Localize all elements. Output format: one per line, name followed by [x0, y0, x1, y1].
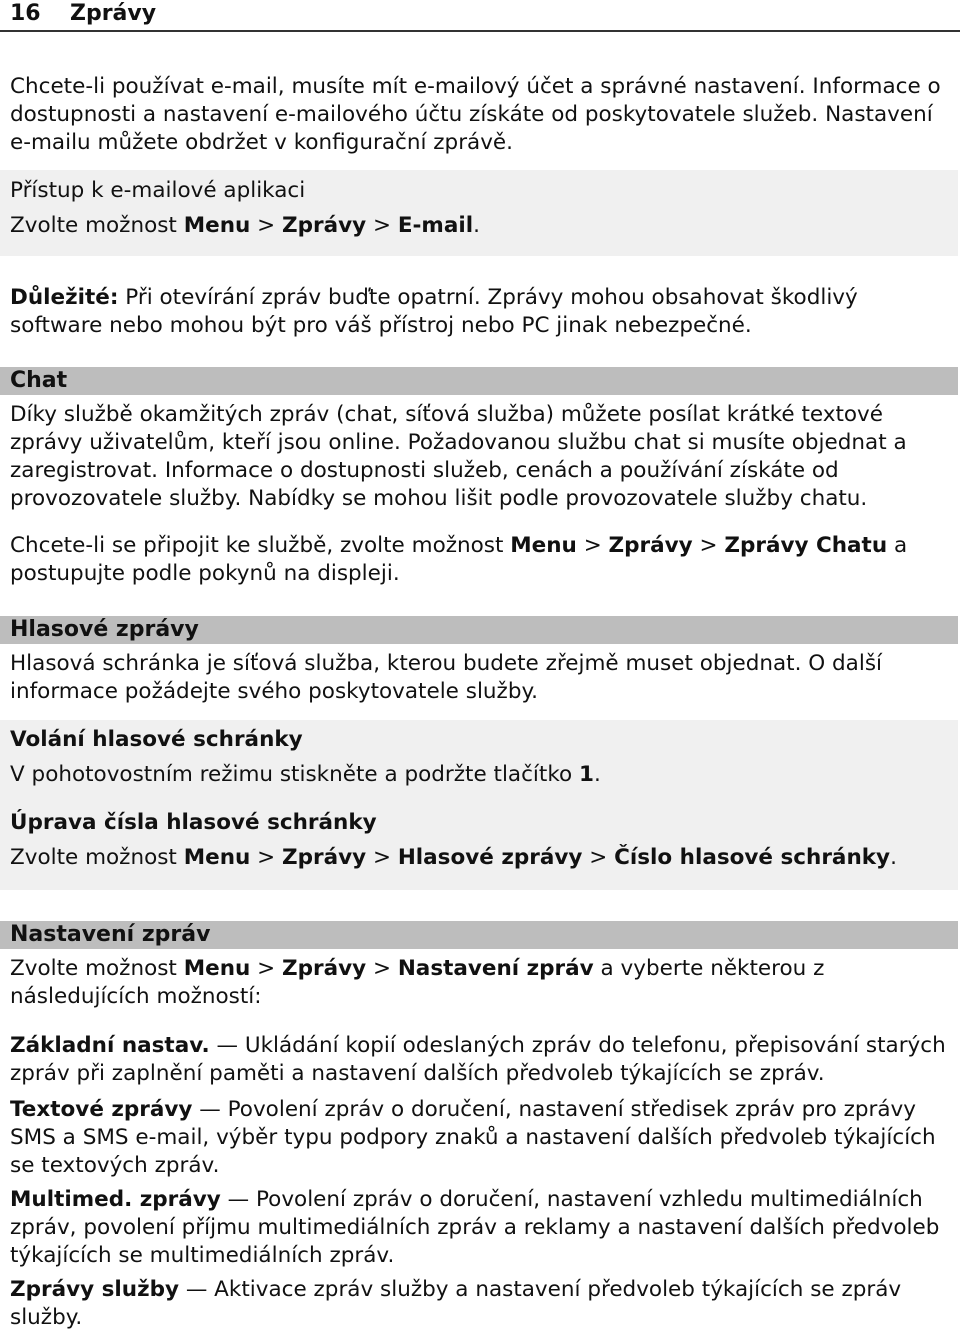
chat-connect: Chcete-li se připojit ke službě, zvolte možnost Menu > Zprávy > Zprávy Chatu a postupujte podle pokynů na displeji.	[10, 533, 908, 586]
settings-item-text: Aktivace zpráv služby a nastavení předvoleb týkajících se zpráv služby.	[10, 1277, 902, 1330]
voice-body: Hlasová schránka je síťová služba, kterou budete zřejmě muset objednat. O další informace požádejte svého poskytovatele služby.	[10, 651, 883, 704]
important-note	[10, 284, 955, 340]
voice-call-title: Volání hlasové schránky	[10, 727, 303, 752]
settings-intro: Zvolte možnost Menu > Zprávy > Nastavení zpráv a vyberte některou z následujících možností:	[10, 956, 825, 1009]
settings-item: Textové zprávy — Povolení zpráv o doručení, nastavení středisek zpráv pro zprávy SMS a SMS e-mail, výběr typu podpory znaků a nastavení dalších předvoleb týkajících se textových zpráv.	[10, 1097, 936, 1178]
settings-item: Multimed. zprávy — Povolení zpráv o doručení, nastavení vzhledu multimediálních zpráv, povolení příjmu multimediálních zpráv a reklamy a nastavení dalších předvoleb týkajících se multimediálních zpráv.	[10, 1187, 940, 1268]
voice-heading-bar	[0, 616, 958, 644]
page-number: 16	[10, 1, 41, 26]
important-text: Při otevírání zpráv buďte opatrní. Zprávy mohou obsahovat škodlivý software nebo mohou být pro váš přístroj nebo PC jinak nebezpečné.	[10, 285, 858, 338]
settings-heading: Nastavení zpráv	[10, 922, 211, 947]
settings-heading-bar	[0, 921, 958, 949]
voice-heading: Hlasové zprávy	[10, 617, 199, 642]
settings-item-label: Základní nastav.	[10, 1033, 210, 1058]
settings-item: Zprávy služby — Aktivace zpráv služby a nastavení předvoleb týkajících se zpráv služby.	[10, 1277, 902, 1330]
voice-edit-title: Úprava čísla hlasové schránky	[10, 810, 377, 835]
voice-edit-path: Zvolte možnost Menu > Zprávy > Hlasové zprávy > Číslo hlasové schránky.	[10, 845, 897, 870]
chat-heading-bar	[0, 367, 958, 395]
chat-heading: Chat	[10, 368, 68, 393]
settings-item-text: Povolení zpráv o doručení, nastavení středisek zpráv pro zprávy SMS a SMS e-mail, výběr typu podpory znaků a nastavení dalších předvoleb týkajících se textových zpráv.	[10, 1097, 936, 1178]
page-header	[0, 0, 960, 32]
settings-item-text: Ukládání kopií odeslaných zpráv do telefonu, přepisování starých zpráv při zaplnění paměti a nastavení dalších předvoleb týkajících se zpráv.	[10, 1033, 946, 1086]
settings-item-text: Povolení zpráv o doručení, nastavení vzhledu multimediálních zpráv, povolení příjmu multimediálních zpráv a reklamy a nastavení dalších předvoleb týkajících se multimediálních zpráv.	[10, 1187, 940, 1268]
important-label: Důležité:	[10, 285, 119, 310]
chat-body: Díky službě okamžitých zpráv (chat, síťová služba) můžete posílat krátké textové zprávy uživatelům, kteří jsou online. Požadovanou službu chat si musíte objednat a zaregistrovat. Informace o dostupnosti služeb, cenách a používání získáte od provozovatele služby. Nabídky se mohou lišit podle provozovatele služby chatu.	[10, 402, 907, 511]
settings-item-label: Textové zprávy	[10, 1097, 193, 1122]
settings-item: Základní nastav. — Ukládání kopií odeslaných zpráv do telefonu, přepisování starých zpráv při zaplnění paměti a nastavení dalších předvoleb týkajících se zpráv.	[10, 1033, 946, 1086]
email-access-path: Zvolte možnost Menu > Zprávy > E-mail.	[10, 213, 480, 238]
email-intro: Chcete-li používat e-mail, musíte mít e-mailový účet a správné nastavení. Informace o dostupnosti a nastavení e-mailového účtu získáte od poskytovatele služeb. Nastavení e-mailu můžete obdržet v konfigurační zprávě.	[10, 74, 941, 155]
email-access-title: Přístup k e-mailové aplikaci	[10, 178, 306, 203]
section-title: Zprávy	[70, 1, 157, 26]
voice-call-text: V pohotovostním režimu stiskněte a podržte tlačítko 1.	[10, 762, 601, 787]
settings-item-label: Multimed. zprávy	[10, 1187, 221, 1212]
settings-item-label: Zprávy služby	[10, 1277, 179, 1302]
